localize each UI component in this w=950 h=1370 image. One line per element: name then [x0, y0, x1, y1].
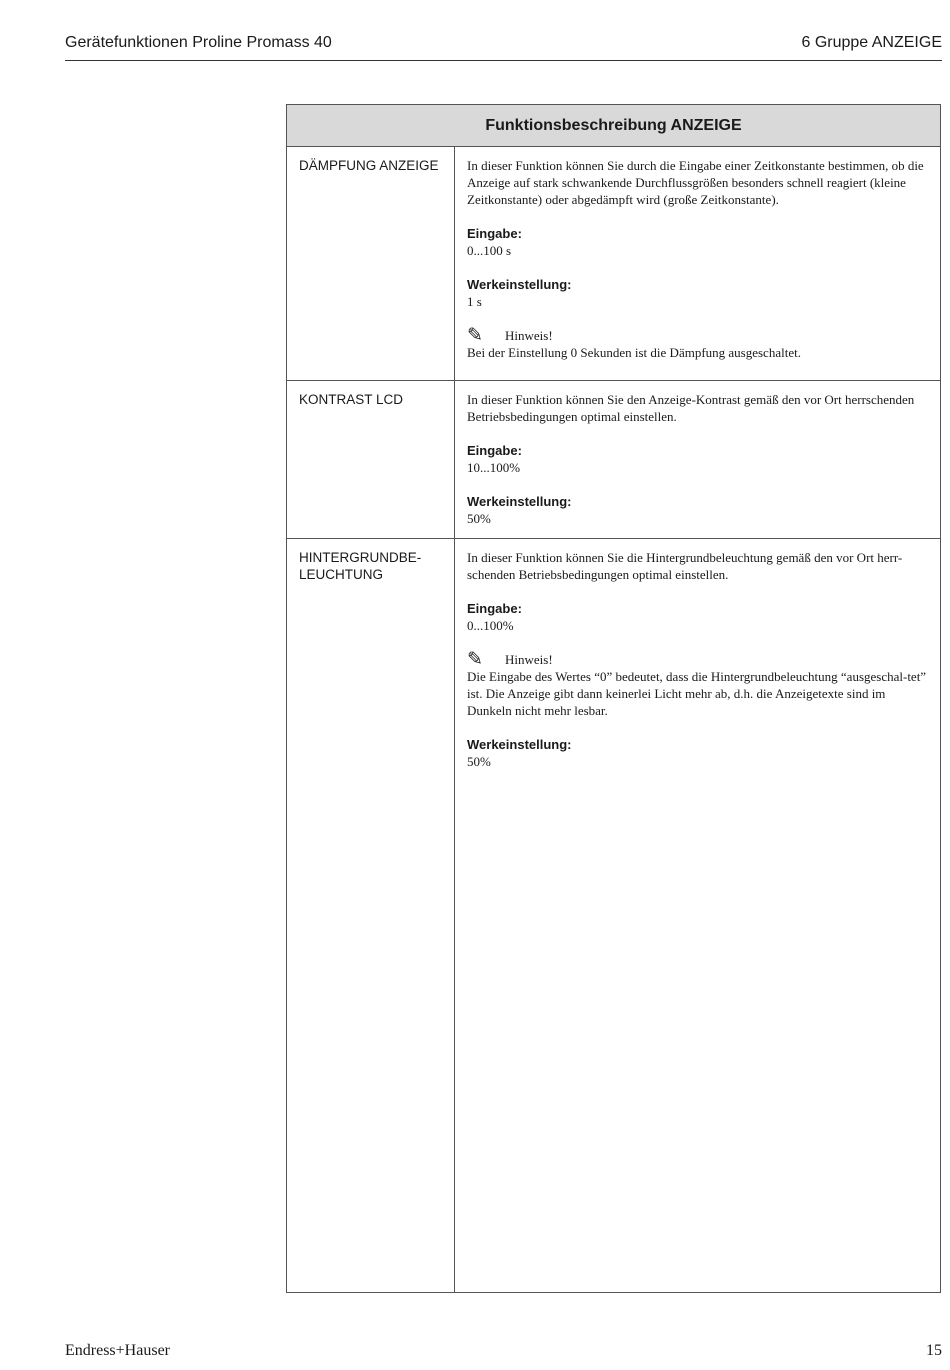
table-row-daempfung-anzeige — [287, 147, 940, 381]
pencil-icon: ✎ — [467, 325, 483, 346]
note-section — [467, 651, 928, 719]
input-section — [467, 600, 928, 634]
factory-setting-section — [467, 493, 928, 527]
table-row-kontrast-lcd — [287, 381, 940, 539]
page-header — [65, 32, 942, 54]
input-value: 0...100 s — [467, 243, 512, 258]
row-label: HINTERGRUNDBE- LEUCHTUNG — [287, 539, 455, 1292]
row-label: KONTRAST LCD — [287, 381, 455, 538]
factory-setting-title: Werkeinstellung: — [467, 737, 572, 752]
input-value: 0...100% — [467, 618, 514, 633]
factory-setting-title: Werkeinstellung: — [467, 277, 572, 292]
footer-brand: Endress+Hauser — [65, 1342, 170, 1359]
table-title: Funktionsbeschreibung ANZEIGE — [287, 105, 940, 147]
header-section-title: 6 Gruppe ANZEIGE — [801, 34, 942, 51]
note-title: Hinweis! — [505, 328, 553, 343]
input-section — [467, 225, 928, 259]
header-document-title: Gerätefunktionen Proline Promass 40 — [65, 34, 332, 51]
factory-setting-title: Werkeinstellung: — [467, 494, 572, 509]
note-text: Die Eingabe des Wertes “0” bedeutet, dass die Hintergrundbeleuchtung “ausgeschal-tet” ist. Die Anzeige gibt dann keinerlei Licht mehr ab, d.h. die Anzeigetexte sind im Dunkeln nicht mehr lesbar. — [467, 669, 927, 718]
pencil-icon: ✎ — [467, 649, 483, 670]
factory-setting-value: 50% — [467, 754, 491, 769]
row-content — [455, 381, 940, 538]
input-section — [467, 442, 928, 476]
function-description-table — [286, 104, 941, 1293]
input-value: 10...100% — [467, 460, 521, 475]
row-description: In dieser Funktion können Sie den Anzeige-Kontrast gemäß den vor Ort herrschenden Betriebsbedingungen optimal einstellen. — [467, 392, 915, 424]
note-section — [467, 327, 928, 361]
row-description: In dieser Funktion können Sie die Hintergrundbeleuchtung gemäß den vor Ort herr-schenden Betriebsbedingungen optimal einstellen. — [467, 550, 903, 582]
page-number: 15 — [926, 1342, 942, 1359]
row-content — [455, 147, 940, 380]
header-rule — [65, 60, 942, 61]
factory-setting-value: 1 s — [467, 294, 482, 309]
row-label: DÄMPFUNG ANZEIGE — [287, 147, 455, 380]
factory-setting-value: 50% — [467, 511, 491, 526]
note-title: Hinweis! — [505, 652, 553, 667]
row-description: In dieser Funktion können Sie durch die Eingabe einer Zeitkonstante bestimmen, ob die Anzeige auf stark schwankende Durchflussgrößen besonders schnell reagiert (kleine Zeitkonstante) oder abgedämpft wird (große Zeitkonstante). — [467, 158, 924, 207]
input-title: Eingabe: — [467, 443, 522, 458]
table-row-hintergrundbeleuchtung — [287, 539, 940, 1292]
note-text: Bei der Einstellung 0 Sekunden ist die Dämpfung ausgeschaltet. — [467, 345, 801, 360]
input-title: Eingabe: — [467, 601, 522, 616]
factory-setting-section — [467, 736, 928, 770]
factory-setting-section — [467, 276, 928, 310]
input-title: Eingabe: — [467, 226, 522, 241]
page-footer — [65, 1342, 942, 1360]
row-content — [455, 539, 940, 1292]
